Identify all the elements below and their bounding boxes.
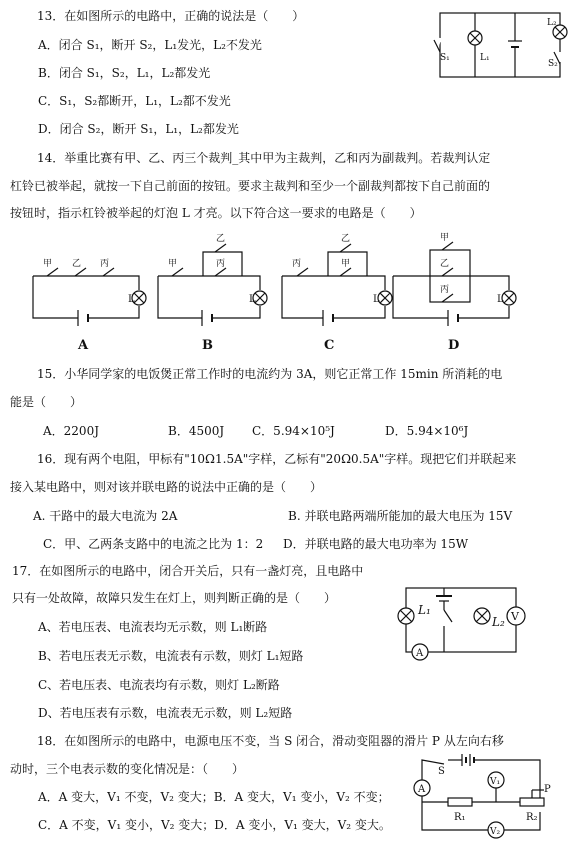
q14-caption-d: D bbox=[448, 338, 460, 352]
q13-label-s1: S₁ bbox=[440, 53, 450, 63]
q14-a-bing: 丙 bbox=[100, 259, 110, 269]
q18-slider-p-label: P bbox=[544, 784, 551, 795]
q18-ammeter-label: A bbox=[418, 784, 426, 795]
q17-option-c: C、若电压表、电流表均有示数，则灯 L₂断路 bbox=[38, 678, 280, 692]
q14-caption-a: A bbox=[78, 338, 89, 352]
q18-options-ab: A．A 变大，V₁ 不变，V₂ 变大；B．A 变大，V₁ 变小，V₂ 不变； bbox=[38, 790, 390, 804]
q14-c-jia: 甲 bbox=[341, 259, 351, 269]
q13-label-l2: L₂ bbox=[547, 18, 557, 28]
q17-label-l1: L₁ bbox=[418, 603, 431, 617]
q16-option-c: C．甲、乙两条支路中的电流之比为 1：2 bbox=[43, 537, 264, 551]
q14-c-bing: 丙 bbox=[292, 259, 302, 269]
q15-option-c: C．5.94×10⁵J bbox=[252, 424, 335, 438]
q16-option-d: D．并联电路的最大电功率为 15W bbox=[283, 537, 469, 551]
q14-caption-b: B bbox=[202, 338, 213, 352]
q16-line-1: 16．现有两个电阻，甲标有"10Ω1.5A"字样，乙标有"20Ω0.5A"字样。现把它们并联起来 bbox=[37, 452, 517, 466]
q15-line-1: 15．小华同学家的电饭煲正常工作时的电流约为 3A，则它正常工作 15min 所消耗的电 bbox=[37, 367, 503, 381]
q18-line-2: 动时，三个电表示数的变化情况是：（ ） bbox=[10, 762, 245, 776]
q18-r2-label: R₂ bbox=[526, 812, 538, 823]
q17-circuit-diagram bbox=[392, 580, 532, 668]
q17-voltmeter-label: V bbox=[511, 610, 519, 623]
q18-v1-label: V₁ bbox=[490, 777, 501, 787]
q14-d-lamp: L bbox=[497, 294, 504, 305]
q18-r1-label: R₁ bbox=[454, 812, 466, 823]
q14-line-2: 杠铃已被举起，就按一下自己前面的按钮。要求主裁判和至少一个副裁判都按下自己前面的 bbox=[10, 179, 491, 193]
q14-b-yi: 乙 bbox=[216, 234, 226, 244]
q14-b-jia: 甲 bbox=[168, 259, 178, 269]
q14-caption-c: C bbox=[324, 338, 335, 352]
q14-line-3: 按钮时，指示杠铃被举起的灯泡 L 才亮。以下符合这一要求的电路是（ ） bbox=[10, 206, 422, 220]
q14-c-yi: 乙 bbox=[341, 234, 351, 244]
q17-ammeter-label: A bbox=[416, 648, 424, 659]
q13-stem: 13．在如图所示的电路中，正确的说法是（ ） bbox=[37, 9, 305, 23]
q13-option-b: B．闭合 S₁，S₂，L₁，L₂都发光 bbox=[38, 66, 211, 80]
q14-a-jia: 甲 bbox=[43, 259, 53, 269]
q14-d-jia: 甲 bbox=[440, 233, 450, 243]
q14-line-1: 14．举重比赛有甲、乙、丙三个裁判_其中甲为主裁判，乙和丙为副裁判。若裁判认定 bbox=[37, 151, 491, 165]
q17-option-d: D、若电压表有示数，电流表无示数，则 L₂短路 bbox=[38, 706, 293, 720]
q13-option-c: C．S₁，S₂都断开，L₁，L₂都不发光 bbox=[38, 94, 231, 108]
q17-label-l2: L₂ bbox=[492, 615, 505, 629]
q13-label-s2: S₂ bbox=[548, 59, 558, 69]
q14-c-lamp: L bbox=[373, 294, 380, 305]
q14-d-bing: 丙 bbox=[440, 285, 450, 295]
q15-option-d: D．5.94×10⁶J bbox=[385, 424, 469, 438]
q17-line-1: 17．在如图所示的电路中，闭合开关后，只有一盏灯亮，且电路中 bbox=[12, 564, 364, 578]
q18-circuit-diagram bbox=[408, 752, 558, 840]
q13-label-l1: L₁ bbox=[480, 53, 490, 63]
q17-option-b: B、若电压表无示数，电流表有示数，则灯 L₁短路 bbox=[38, 649, 304, 663]
q18-switch-label: S bbox=[438, 766, 445, 777]
q18-line-1: 18．在如图所示的电路中，电源电压不变，当 S 闭合，滑动变阻器的滑片 P 从左向右移 bbox=[37, 734, 504, 748]
q15-option-b: B．4500J bbox=[168, 424, 225, 438]
q15-option-a: A．2200J bbox=[43, 424, 100, 438]
q16-option-b: B. 并联电路两端所能加的最大电压为 15V bbox=[288, 509, 513, 523]
q18-v2-label: V₂ bbox=[490, 827, 501, 837]
q13-option-d: D．闭合 S₂，断开 S₁，L₁，L₂都发光 bbox=[38, 122, 239, 136]
q18-options-cd: C．A 不变，V₁ 变小，V₂ 变大；D．A 变小，V₁ 变大，V₂ 变大。 bbox=[38, 818, 391, 832]
q13-option-a: A．闭合 S₁，断开 S₂，L₁发光，L₂不发光 bbox=[38, 38, 262, 52]
q16-line-2: 接入某电路中，则对该并联电路的说法中正确的是（ ） bbox=[10, 480, 323, 494]
q14-a-yi: 乙 bbox=[72, 259, 82, 269]
q16-option-a: A. 干路中的最大电流为 2A bbox=[33, 509, 178, 523]
q14-a-lamp: L bbox=[128, 294, 135, 305]
q14-b-bing: 丙 bbox=[216, 259, 226, 269]
q14-d-yi: 乙 bbox=[440, 259, 450, 269]
q15-line-2: 能是（ ） bbox=[10, 395, 83, 409]
q14-b-lamp: L bbox=[249, 294, 256, 305]
q17-line-2: 只有一处故障，故障只发生在灯上，则判断正确的是（ ） bbox=[12, 591, 337, 605]
q17-option-a: A、若电压表、电流表均无示数，则 L₁断路 bbox=[38, 620, 268, 634]
q13-circuit-diagram bbox=[430, 8, 570, 86]
q14-circuit-diagrams bbox=[10, 230, 520, 352]
